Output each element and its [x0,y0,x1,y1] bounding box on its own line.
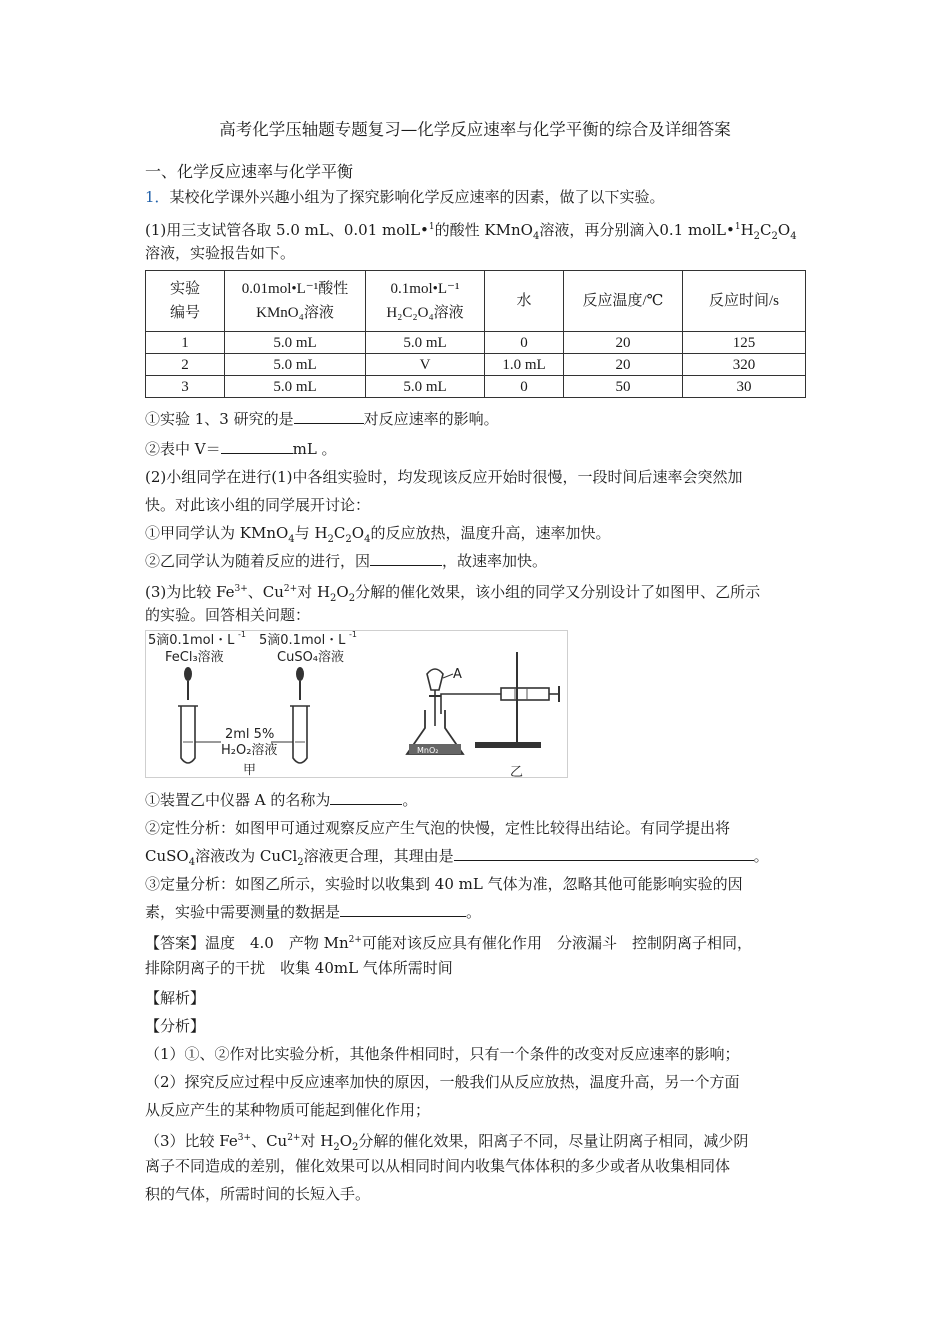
text: ②乙同学认为随着反应的进行，因 [145,552,371,570]
header-text: 0.1mol•L⁻¹ [390,281,460,297]
text: 。 [402,791,418,809]
table-cell: 320 [683,354,806,376]
header-text: 0.01mol•L⁻¹酸性 [241,281,349,297]
header-cell [225,271,366,332]
question-3b: ②定性分析：如图甲可通过观察反应产生气泡的快慢，定性比较得出结论。有同学提出将 [145,819,731,837]
answer-blank[interactable] [330,789,402,805]
table-cell: 125 [683,332,806,354]
text: 【答案】温度 4.0 产物 Mn [145,934,349,952]
header-cell [683,271,806,332]
question-3c-cont [145,901,481,923]
table-row [146,332,806,354]
table-cell: 1 [146,332,225,354]
table-cell: 0 [485,332,564,354]
subscript: 4 [790,231,797,242]
experiment-figure [145,630,568,778]
text: ①装置乙中仪器 A 的名称为 [145,791,331,809]
text: ①实验 1、3 研究的是 [145,410,294,428]
text: 。 [753,847,769,865]
text: 对 H [300,1132,334,1150]
answer-blank[interactable] [340,901,466,917]
question-2b [145,550,547,572]
drop-label-sup: -1 [349,630,357,639]
question-3b-cont [145,845,769,874]
header-text: KMnO₄溶液 [256,305,334,321]
table-cell: 0 [485,376,564,398]
superscript: 3+ [234,584,248,594]
subscript: 2 [352,1142,359,1153]
question-3c: ③定量分析：如图乙所示，实验时以收集到 40 mL 气体为准，忽略其他可能影响实验的因 [145,875,743,893]
part-2-intro-cont: 快。对此该小组的同学展开讨论： [145,496,371,514]
superscript: 2+ [283,584,298,594]
table-row [146,354,806,376]
subscript: 4 [364,534,371,545]
part-1-intro-cont: 溶液，实验报告如下。 [145,244,296,262]
text: (1)用三支试管各取 [145,221,272,239]
text: 、Cu [251,1132,288,1150]
table-cell: 5.0 mL [225,376,366,398]
text: CuSO [145,847,189,865]
table-cell: V [366,354,485,376]
drop-label-fecl3-a: 5滴0.1mol・L [148,633,235,648]
part-2-intro: (2)小组同学在进行(1)中各组实验时，均发现该反应开始时很慢，一段时间后速率会突然加 [145,468,743,486]
subscript: 2 [333,1142,340,1153]
text: 素，实验中需要测量的数据是 [145,903,341,921]
section-heading: 一、化学反应速率与化学平衡 [145,162,354,181]
table-cell: 20 [564,332,683,354]
text: ①甲同学认为 KMnO [145,524,289,542]
answer-blank[interactable] [454,845,754,861]
superscript: 1 [734,222,741,232]
text: 与 H [294,524,328,542]
analysis-heading: 【解析】 [145,989,206,1007]
text: C [333,524,346,542]
header-cell [564,271,683,332]
experiment-table [145,270,806,398]
text: KMnO [484,221,533,239]
figure-label-yi: 乙 [510,765,524,778]
subscript: 4 [288,534,295,545]
text: C [760,221,772,239]
answer-line-2: 排除阴离子的干扰 收集 40mL 气体所需时间 [145,959,453,977]
text: 对反应速率的影响。 [363,410,499,428]
table-header-row [146,271,806,332]
superscript: 1 [428,222,435,232]
figure-label-jia: 甲 [243,763,257,778]
question-1b [145,438,337,460]
text: O [351,524,365,542]
table-cell: 30 [683,376,806,398]
table-cell: 3 [146,376,225,398]
answer-blank[interactable] [370,550,442,566]
text: 的反应放热，温度升高，速率加快。 [370,524,611,542]
text: mL 。 [292,440,337,458]
text: （3）比较 Fe [145,1132,238,1150]
text: O [777,221,791,239]
flask-content-label: MnO₂ [417,746,439,755]
question-number: 1． [145,188,170,206]
table-cell: 5.0 mL [225,354,366,376]
text: L• [716,221,735,239]
analysis-3-cont: 离子不同造成的差别，催化效果可以从相同时间内收集气体体积的多少或者从收集相同体 [145,1157,731,1175]
text: H [740,221,754,239]
text: 分解的催化效果，该小组的同学又分别设计了如图甲、乙所示 [355,583,761,601]
subscript: 2 [330,593,337,604]
table-cell: 20 [564,354,683,376]
text: ，故速率加快。 [442,552,548,570]
header-cell [146,271,225,332]
subscript: 2 [753,231,761,242]
part-3-intro-cont: 的实验。回答相关问题： [145,606,311,624]
answer-line-1 [145,929,752,954]
text: 可能对该反应具有催化作用 分液漏斗 控制阴离子相同， [361,934,752,952]
text: 分解的催化效果，阳离子不同，尽量让阴离子相同，减少阴 [358,1132,749,1150]
text: 5.0 mL、0.01 mol [276,221,411,239]
header-text: 反应温度/℃ [582,293,664,309]
text: ②表中 V＝ [145,440,221,458]
question-1-stem [145,186,665,208]
superscript: 2+ [348,935,362,945]
analysis-3-cont2: 积的气体，所需时间的长短入手。 [145,1185,371,1203]
analysis-2: （2）探究反应过程中反应速率加快的原因，一般我们从反应放热，温度升高，另一个方面 [145,1073,740,1091]
table-cell: 50 [564,376,683,398]
analysis-1: （1）①、②作对比实验分析，其他条件相同时，只有一个条件的改变对反应速率的影响； [145,1045,740,1063]
answer-blank[interactable] [221,438,293,454]
subscript: 4 [188,857,196,868]
drop-label-fecl3-b: FeCl₃溶液 [165,650,224,665]
question-2a [145,522,610,551]
text: (3)为比较 Fe [145,583,235,601]
header-cell [485,271,564,332]
text: 的酸性 [434,221,480,239]
analysis-2-cont: 从反应产生的某种物质可能起到催化作用； [145,1101,431,1119]
superscript: 3+ [237,1133,252,1143]
analysis-subheading: 【分析】 [145,1017,206,1035]
header-text: 实验 [169,281,200,297]
table-cell: 5.0 mL [366,332,485,354]
text: 、Cu [247,583,284,601]
text: O [336,583,349,601]
header-text: 反应时间/s [708,293,779,309]
table-cell: 1.0 mL [485,354,564,376]
text: O [339,1132,353,1150]
table-row [146,376,806,398]
subscript: 2 [327,534,334,545]
document-title: 高考化学压轴题专题复习—化学反应速率与化学平衡的综合及详细答案 [219,120,731,139]
subscript: 2 [345,534,352,545]
header-text: 水 [516,293,532,309]
answer-blank[interactable] [294,408,364,424]
h2o2-label-a: 2ml 5% [225,727,275,742]
subscript: 2 [297,857,304,868]
drop-label-cuso4-a: 5滴0.1mol・L [259,633,346,648]
header-cell [366,271,485,332]
header-text: 编号 [169,305,200,321]
table-cell: 2 [146,354,225,376]
drop-label-cuso4-b: CuSO₄溶液 [277,650,345,665]
subscript: 2 [348,593,356,604]
question-1a [145,408,499,430]
text: 。 [466,903,482,921]
stem-text: 某校化学课外兴趣小组为了探究影响化学反应速率的因素，做了以下实验。 [169,188,665,206]
h2o2-label-b: H₂O₂溶液 [221,743,278,758]
instrument-label-a: A [453,667,462,682]
text: 溶液改为 CuCl [195,847,298,865]
superscript: 2+ [287,1133,301,1143]
text: 0.1 mol [659,221,717,239]
text: 溶液，再分别滴入 [539,221,660,239]
header-text: H₂C₂O₄溶液 [386,305,464,321]
table-cell: 5.0 mL [366,376,485,398]
text: 对 H [297,583,331,601]
question-3a [145,789,417,811]
text: 溶液更合理，其理由是 [303,847,454,865]
table-cell: 5.0 mL [225,332,366,354]
subscript: 2 [771,231,778,242]
drop-label-sup: -1 [238,630,246,639]
text: L• [410,221,429,239]
subscript: 4 [532,231,540,242]
